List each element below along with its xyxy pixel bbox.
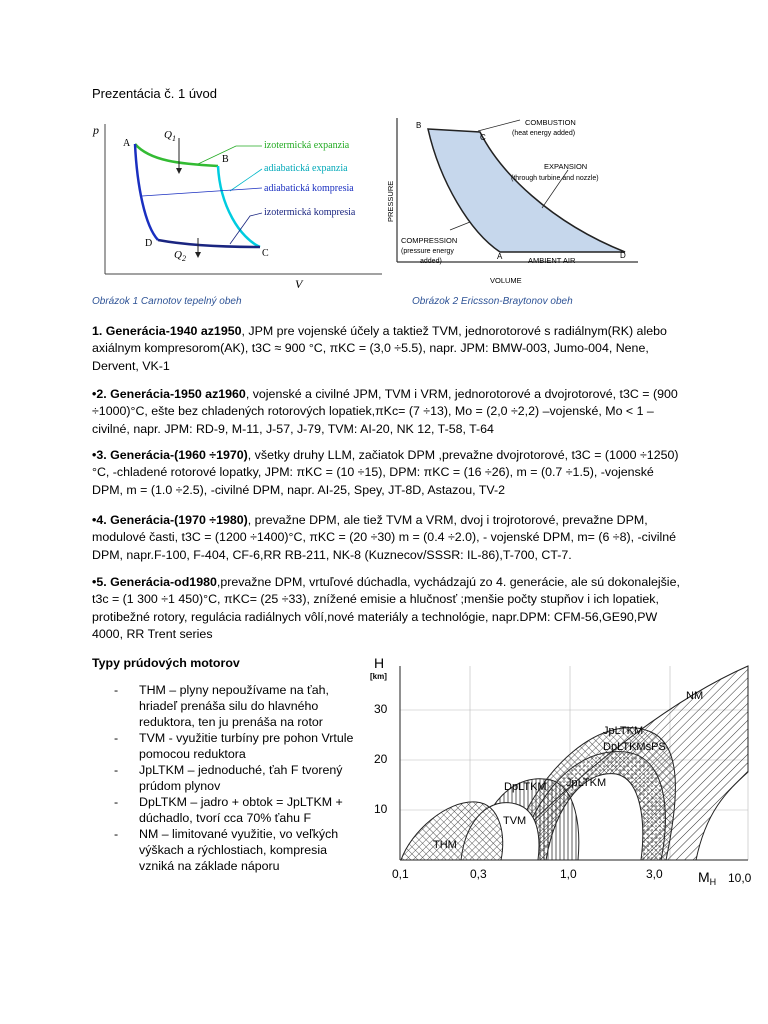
generation-2-title: •2. Generácia-1950 az1960 <box>92 387 246 401</box>
region-label-jpltkm-lower: JpLTKM <box>566 777 607 789</box>
generation-1-text: , JPM pre vojenské účely a taktiež TVM, jednorotorové s radiálnym(RK) alebo axiálnym kompresorom(AK), t3C ≈ 900 °C, πKC = (3,0 ÷5.5), napr. JPM: BMW-003, Jumo-004, Nene, Dervent, VK-1 <box>92 324 667 373</box>
isothermal-expansion-curve <box>135 144 218 166</box>
y-tick-label: 20 <box>374 752 388 766</box>
generation-4-paragraph <box>92 512 682 564</box>
heat-out-label: $Q_2$ <box>174 249 186 263</box>
region-label-thm: THM <box>433 839 457 851</box>
compression-leader <box>450 222 470 230</box>
generation-5-title: •5. Generácia-od1980 <box>92 575 217 589</box>
combustion-title: COMBUSTION <box>525 118 576 127</box>
list-item-text: DpLTKM – jadro + obtok = JpLTKM + dúchadlo, tvorí cca 70% ťahu F <box>139 795 343 825</box>
region-label-jpltkm-upper: JpLTKM <box>603 725 644 737</box>
heat-out-arrowhead <box>195 252 201 258</box>
point-a: A <box>123 138 131 149</box>
compression-sub2: added) <box>420 258 442 265</box>
combustion-sub: (heat energy added) <box>512 130 576 137</box>
region-thm <box>401 802 503 860</box>
expansion-sub: (through turbine and nozzle) <box>511 175 599 182</box>
legend-isothermal-expansion: izotermická expanzia <box>264 140 350 151</box>
list-item <box>114 794 364 826</box>
list-item <box>114 762 364 794</box>
point-c: C <box>480 133 486 142</box>
v-axis-label: V <box>295 277 303 291</box>
pressure-label: PRESSURE <box>386 180 395 222</box>
region-label-dpltkmsps: DpLTKMsPS <box>603 741 666 753</box>
x-tick-label: 10,0 <box>728 871 752 885</box>
heat-in-arrowhead <box>176 168 182 174</box>
volume-label: VOLUME <box>490 276 522 285</box>
generation-4-text: , prevažne DPM, ale tiež TVM a VRM, dvoj i trojrotorové, prevažne DPM, modulové časti, t3C = (1200 ÷1400)°C, πKC = (20 ÷30) m = (0.4 ÷2.0), - vojenské DPM, m= (6 ÷8), -civilné DPM, napr.F-100, F-404, CF-6,RR RB-211, NK-8 (Kuznecov/SSSR: IL-86),T-700, CT-7. <box>92 513 677 562</box>
expansion-title: EXPANSION <box>544 162 588 171</box>
point-c: C <box>262 248 269 259</box>
point-d: D <box>620 251 626 260</box>
heat-in-label: $Q_1$ <box>164 129 176 143</box>
list-item <box>114 730 364 762</box>
types-list <box>114 682 364 874</box>
point-b: B <box>416 121 422 130</box>
x-tick-label: 0,1 <box>392 867 409 881</box>
point-d: D <box>145 238 153 249</box>
legend-leader-3 <box>142 188 262 196</box>
region-label-tvm: TVM <box>503 815 527 827</box>
compression-sub1: (pressure energy <box>401 248 454 255</box>
list-item-text: NM – limitované využitie, vo veľkých výškach a rýchlostiach, kompresia vzniká na základe náporu <box>139 827 339 873</box>
isothermal-compression-curve <box>158 240 260 247</box>
ambient-air-label: AMBIENT AIR <box>528 256 576 265</box>
brayton-cycle-figure <box>380 112 650 288</box>
legend-leader-2 <box>230 169 262 191</box>
list-dash: - <box>114 763 119 777</box>
legend-isothermal-compression: izotermická kompresia <box>264 207 356 218</box>
generation-4-title: •4. Generácia-(1970 ÷1980) <box>92 513 248 527</box>
generation-3-text: , všetky druhy LLM, začiatok DPM ,prevažne dvojrotorové, t3C = (1000 ÷1250)°C, -chladené rotorové lopatky, JPM: πKC = (10 ÷15), DPM: πKC = (16 ÷26), m = (0.7 ÷1.5), -vojenské DPM, m = (1.0 ÷2.5), -civilné DPM, napr. AI-25, Spey, JT-8D, Astazou, TV-2 <box>92 448 679 497</box>
engine-envelope-chart <box>366 652 760 888</box>
cycle-area <box>428 129 625 252</box>
point-b: B <box>222 154 229 165</box>
types-heading: Typy prúdových motorov <box>92 656 240 670</box>
x-tick-label: 3,0 <box>646 867 663 881</box>
y-tick-label: 30 <box>374 702 388 716</box>
point-a: A <box>497 252 503 261</box>
adiabatic-expansion-curve <box>218 166 260 247</box>
generation-5-text: ,prevažne DPM, vrtuľové dúchadla, vychádzajú zo 4. generácie, ale sú dokonalejšie, t3c = (1 300 ÷1 450)°C, πKC= (25 ÷33), znížené emisie a hlučnosť ;menšie počty stupňov i ich lopatiek, protibežné rotory, regulácia radiálnych vôlí,nové materiály a technológie, napr.DPM: CFM-56,GE90,PW 4000, RR Trent series <box>92 575 680 641</box>
generation-2-paragraph <box>92 386 682 438</box>
page-title: Prezentácia č. 1 úvod <box>92 86 218 101</box>
generation-2-text: , vojenské a civilné JPM, TVM i VRM, jednorotorové a dvojrotorové, t3C = (900 ÷1000)°C, ešte bez chladených rotorových lopatiek,πKc= (7 ÷13), Mo = (2,0 ÷2,2) –vojenské, Mo < 1 –civilné, napr. JPM: RD-9, M-11, J-57, J-79, TVM: AI-20, NK 12, T-58, T-64 <box>92 387 678 436</box>
generation-1-paragraph <box>92 323 682 375</box>
list-item-text: THM – plyny nepoužívame na ťah, hriadeľ prenáša silu do hlavného reduktora, ten ju prenáša na rotor <box>139 683 329 729</box>
generation-3-paragraph <box>92 447 682 499</box>
list-dash: - <box>114 827 119 841</box>
region-label-dpltkm: DpLTKM <box>504 781 547 793</box>
legend-adiabatic-compression: adiabatická kompresia <box>264 183 354 194</box>
compression-title: COMPRESSION <box>401 236 458 245</box>
list-item <box>114 826 364 874</box>
x-tick-label: 1,0 <box>560 867 577 881</box>
carnot-cycle-figure <box>90 116 390 292</box>
list-dash: - <box>114 683 119 697</box>
region-label-nm: NM <box>686 690 704 702</box>
y-tick-label: 10 <box>374 802 388 816</box>
list-item-text: JpLTKM – jednoduché, ťah F tvorený prúdom plynov <box>139 763 343 793</box>
figure2-caption: Obrázok 2 Ericsson-Braytonov obeh <box>412 296 573 307</box>
legend-leader-4 <box>230 213 262 244</box>
x-axis-label: $M_H$ <box>698 869 717 887</box>
generation-5-paragraph <box>92 574 682 643</box>
legend-leader-1 <box>198 146 262 164</box>
y-axis-unit: [km] <box>370 672 387 681</box>
p-axis-label: p <box>93 123 99 137</box>
figure1-caption: Obrázok 1 Carnotov tepelný obeh <box>92 296 242 307</box>
y-axis-label: H <box>374 655 385 671</box>
list-dash: - <box>114 795 119 809</box>
list-dash: - <box>114 731 119 745</box>
adiabatic-compression-curve <box>135 144 158 240</box>
legend-adiabatic-expansion: adiabatická expanzia <box>264 163 348 174</box>
generation-1-title: 1. Generácia-1940 az1950 <box>92 324 242 338</box>
list-item-text: TVM - využitie turbíny pre pohon Vrtule pomocou reduktora <box>139 731 354 761</box>
x-tick-label: 0,3 <box>470 867 487 881</box>
list-item <box>114 682 364 730</box>
generation-3-title: •3. Generácia-(1960 ÷1970) <box>92 448 248 462</box>
